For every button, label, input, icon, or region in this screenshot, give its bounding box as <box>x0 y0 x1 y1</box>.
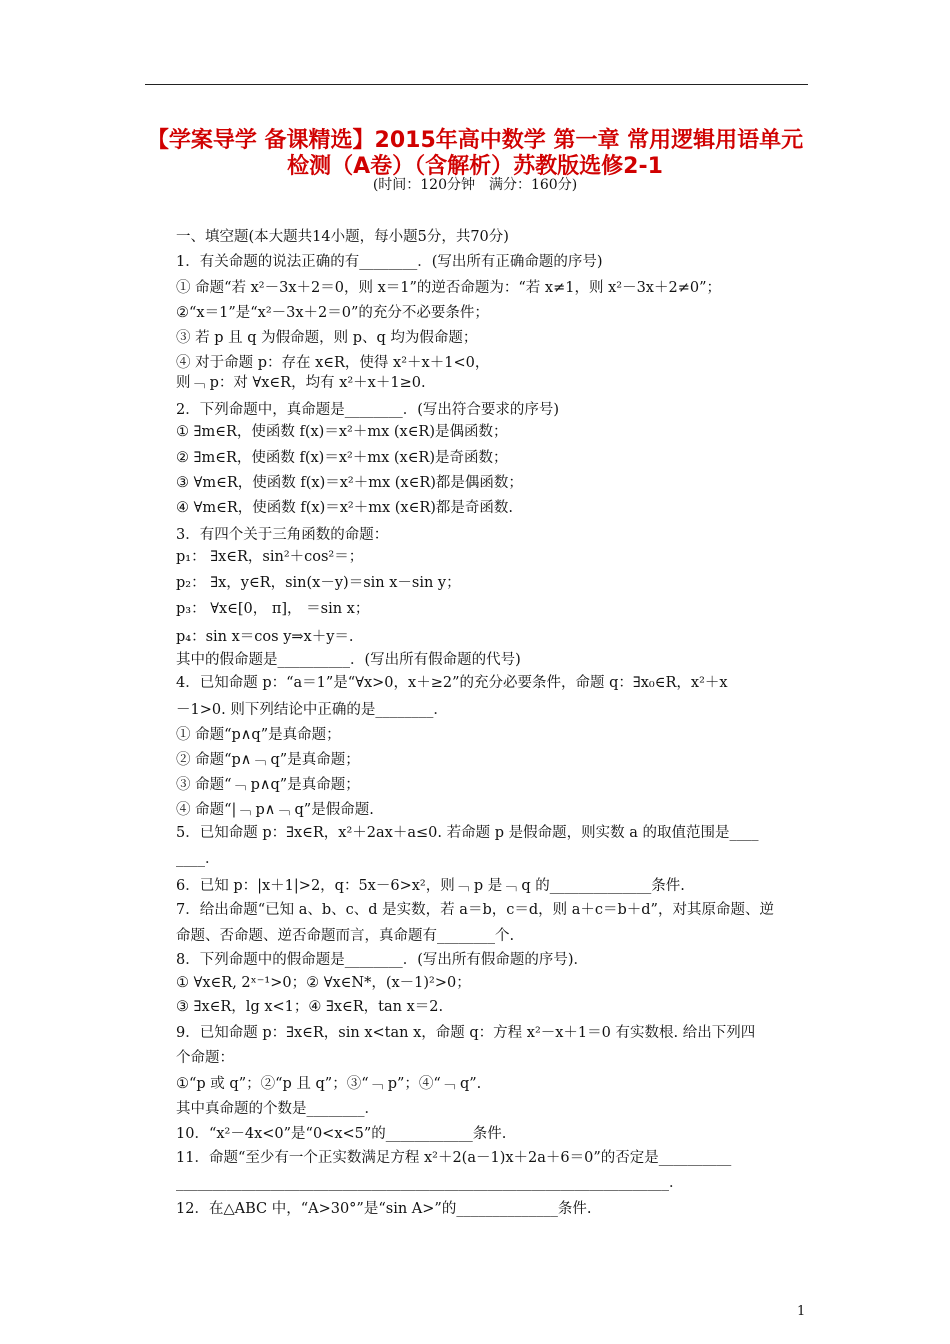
question-line: ② 命题“p∧﹁ q”是真命题； <box>176 752 360 768</box>
header-rule <box>145 84 808 85</box>
question-line: 命题、否命题、逆否命题而言，真命题有________个. <box>176 928 515 944</box>
question-line: 7．给出命题“已知 a、b、c、d 是实数，若 a＝b，c＝d，则 a＋c＝b＋d”，对其原命题、逆 <box>176 902 774 918</box>
question-line: ③ ∀m∈R，使函数 f(x)＝x²＋mx (x∈R)都是偶函数； <box>176 475 523 491</box>
question-line: －1>0. 则下列结论中正确的是________． <box>176 702 448 718</box>
question-line: p₂： ∃x，y∈R，sin(x－y)＝sin x－sin y； <box>176 575 461 591</box>
question-line: 1．有关命题的说法正确的有________．(写出所有正确命题的序号) <box>176 254 603 270</box>
question-line: ② ∃m∈R，使函数 f(x)＝x²＋mx (x∈R)是奇函数； <box>176 450 508 466</box>
section-heading: 一、填空题(本大题共14小题，每小题5分，共70分) <box>176 229 509 245</box>
question-line: 其中的假命题是__________．(写出所有假命题的代号) <box>176 652 521 668</box>
question-line: ③ ∃x∈R，lg x<1；④ ∃x∈R，tan x＝2. <box>176 999 444 1015</box>
question-line: ① ∀x∈R, 2ˣ⁻¹>0；② ∀x∈N*，(x－1)²>0； <box>176 975 471 991</box>
question-line: 5．已知命题 p：∃x∈R，x²＋2ax＋a≤0. 若命题 p 是假命题，则实数 a 的取值范围是____ <box>176 825 759 841</box>
page-number: 1 <box>797 1304 806 1319</box>
question-line: 3．有四个关于三角函数的命题： <box>176 527 389 543</box>
question-line: 8．下列命题中的假命题是________．(写出所有假命题的序号)． <box>176 952 589 968</box>
document-title-line2: 检测（A卷）（含解析）苏教版选修2-1 <box>287 154 663 179</box>
question-line: 则﹁ p：对 ∀x∈R，均有 x²＋x＋1≥0. <box>176 375 426 391</box>
question-line: 11．命题“至少有一个正实数满足方程 x²＋2(a－1)x＋2a＋6＝0”的否定是__________ <box>176 1150 732 1166</box>
question-line: 个命题： <box>176 1050 234 1066</box>
question-line: ①“p 或 q”；②“p 且 q”；③“﹁ p”；④“﹁ q”. <box>176 1076 482 1092</box>
question-line: 2．下列命题中，真命题是________．(写出符合要求的序号) <box>176 402 560 418</box>
question-line: 10．“x²－4x<0”是“0<x<5”的____________条件. <box>176 1126 507 1142</box>
question-line: p₃： ∀x∈[0， π]， ＝sin x； <box>176 601 370 617</box>
question-line: ②“x＝1”是“x²－3x＋2＝0”的充分不必要条件； <box>176 305 489 321</box>
question-line: 12．在△ABC 中，“A>30°”是“sin A>”的______________条件. <box>176 1201 592 1217</box>
question-line: p₁： ∃x∈R，sin²＋cos²＝； <box>176 549 364 565</box>
question-line: 4．已知命题 p：“a＝1”是“∀x>0，x＋≥2”的充分必要条件，命题 q：∃x₀∈R，x²＋x <box>176 675 728 691</box>
document-title-line1: 【学案导学 备课精选】2015年高中数学 第一章 常用逻辑用语单元 <box>146 128 804 153</box>
question-line: ④ ∀m∈R，使函数 f(x)＝x²＋mx (x∈R)都是奇函数. <box>176 500 514 516</box>
question-line: 6．已知 p：|x＋1|>2，q：5x－6>x²，则﹁ p 是﹁ q 的______________条件. <box>176 878 685 894</box>
question-line: 9．已知命题 p：∃x∈R，sin x<tan x，命题 q：方程 x²－x＋1＝0 有实数根. 给出下列四 <box>176 1025 756 1041</box>
question-line: ____． <box>176 851 220 867</box>
question-line: ④ 对于命题 p：存在 x∈R，使得 x²＋x＋1<0， <box>176 355 490 371</box>
question-line: ③ 若 p 且 q 为假命题，则 p、q 均为假命题； <box>176 330 478 346</box>
document-subtitle: (时间：120分钟 满分：160分) <box>372 177 578 193</box>
question-line: 其中真命题的个数是________． <box>176 1101 379 1117</box>
question-line: ① 命题“若 x²－3x＋2＝0，则 x＝1”的逆否命题为：“若 x≠1，则 x²－3x＋2≠0”； <box>176 280 721 296</box>
question-line: ③ 命题“﹁ p∧q”是真命题； <box>176 777 360 793</box>
question-line: ① ∃m∈R，使函数 f(x)＝x²＋mx (x∈R)是偶函数； <box>176 424 508 440</box>
question-line: ① 命题“p∧q”是真命题； <box>176 727 341 743</box>
question-line: ④ 命题“|﹁ p∧﹁ q”是假命题. <box>176 802 374 818</box>
question-line: p₄：sin x＝cos y⇒x＋y＝. <box>176 629 354 645</box>
question-line: ____________________________________________________________________． <box>176 1175 684 1191</box>
